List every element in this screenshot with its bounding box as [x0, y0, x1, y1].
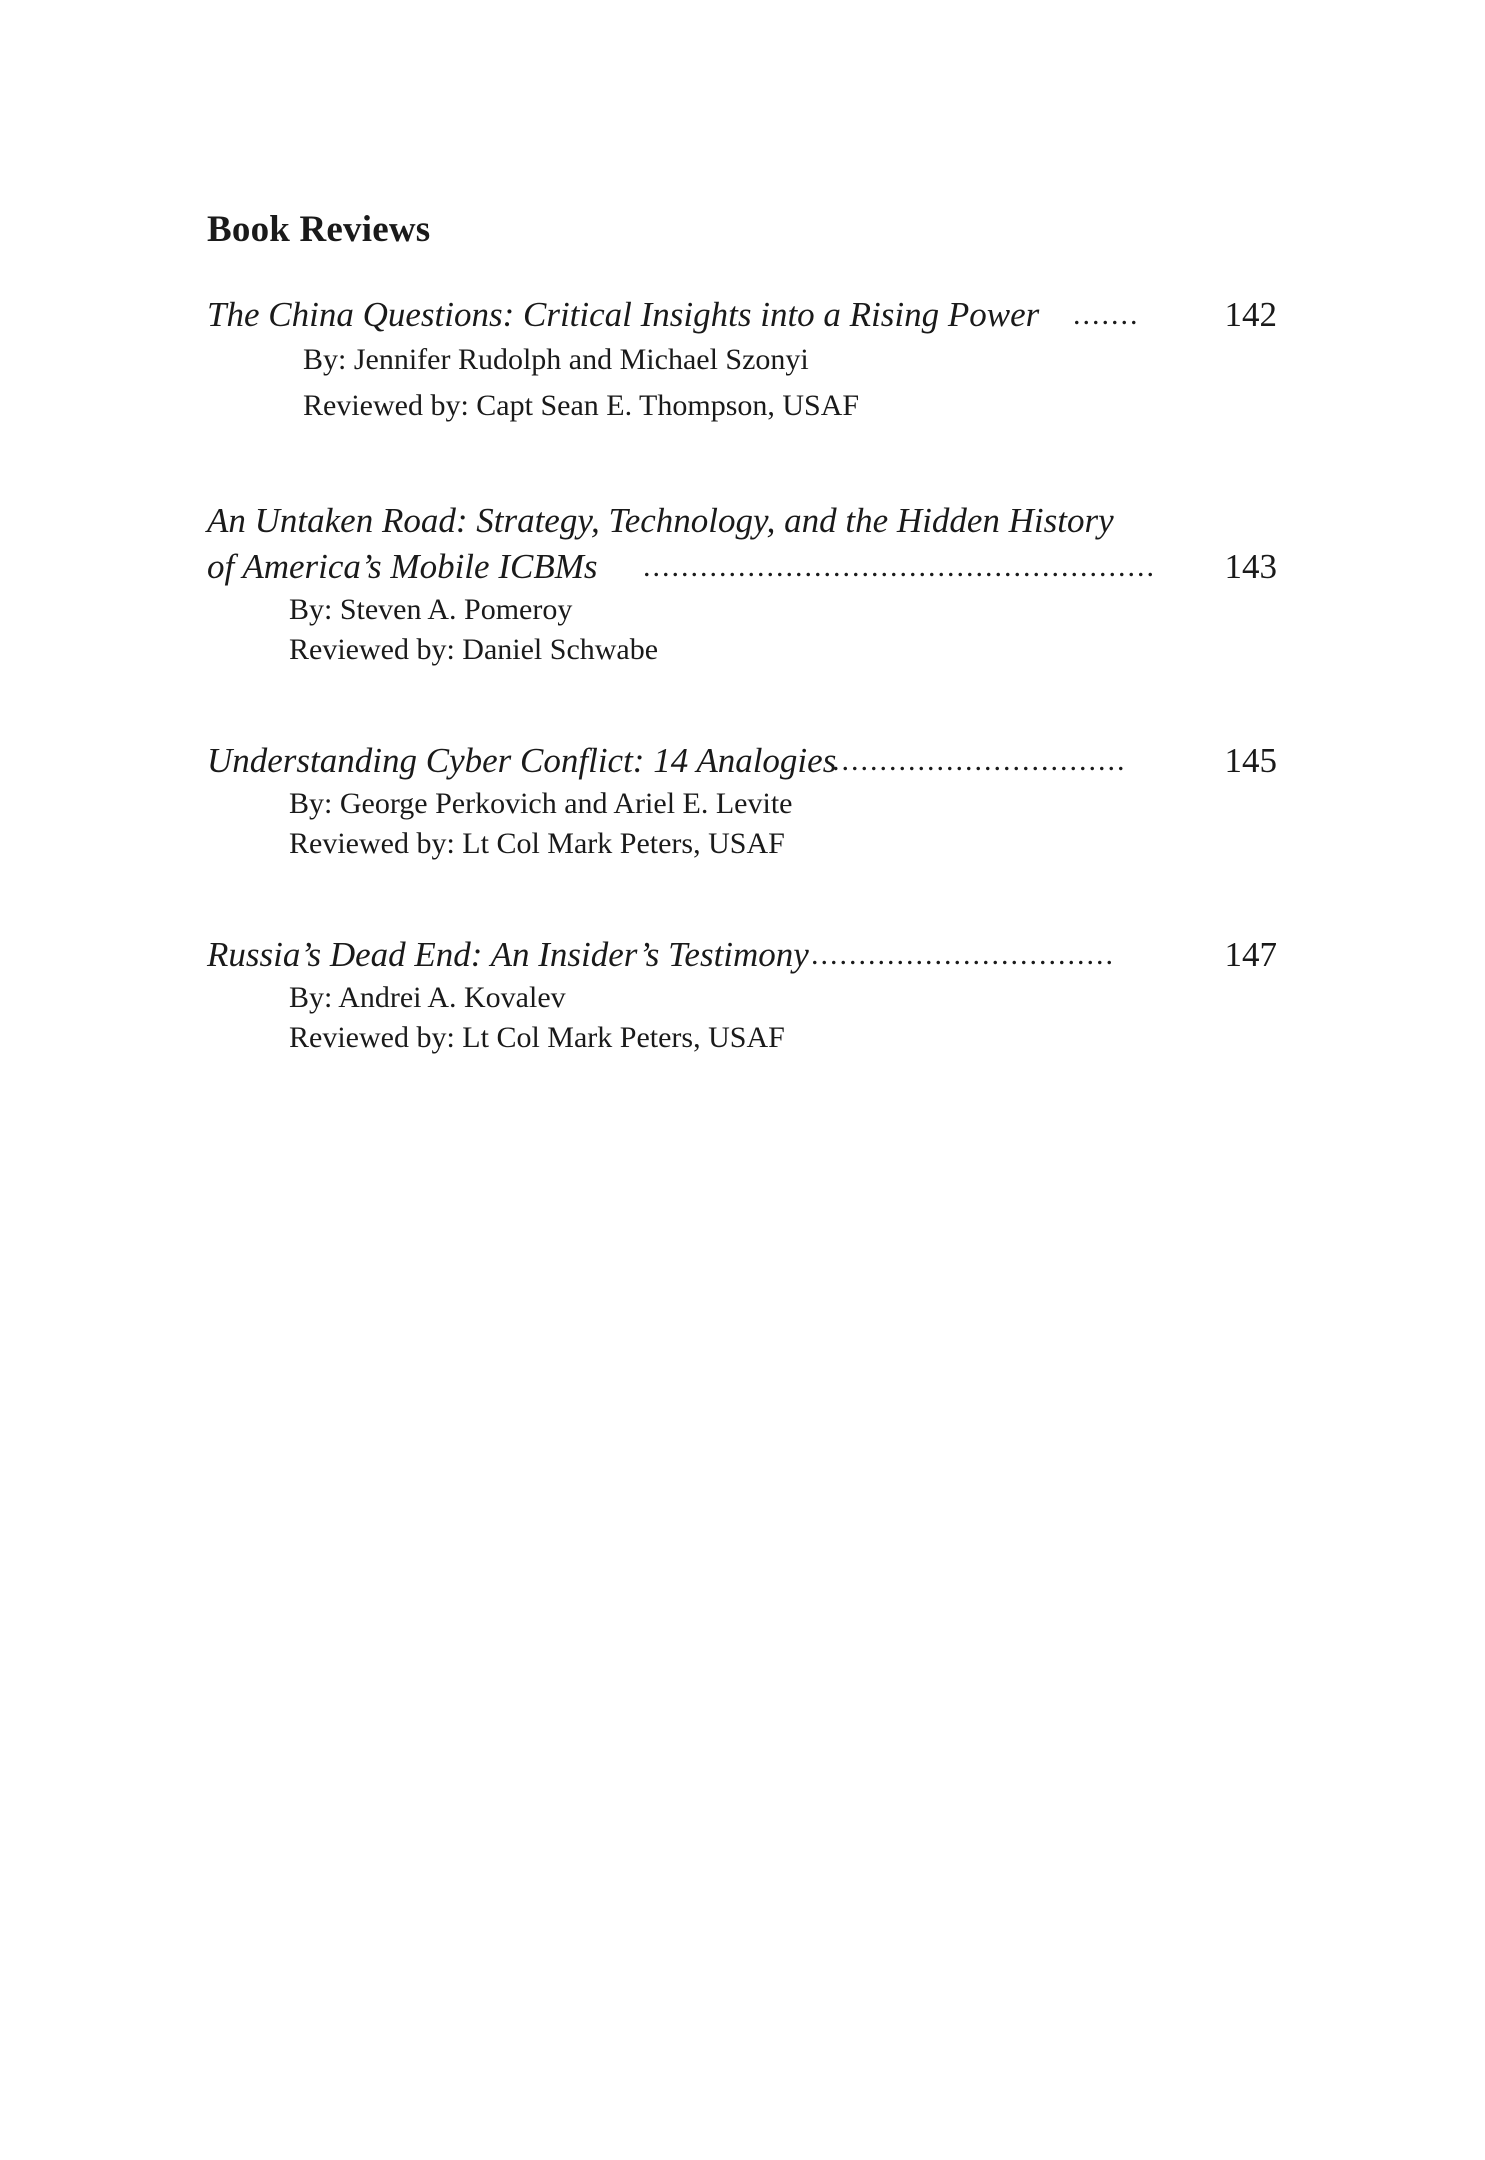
review-author: By: George Perkovich and Ariel E. Levite	[289, 787, 793, 820]
review-reviewer: Reviewed by: Lt Col Mark Peters, USAF	[289, 827, 785, 860]
page-number: 142	[1224, 295, 1277, 334]
review-entry	[207, 932, 1277, 1058]
review-title-line	[207, 292, 1277, 338]
review-title: of America’s Mobile ICBMs	[207, 547, 598, 586]
review-title: An Untaken Road: Strategy, Technology, and the Hidden History	[207, 501, 1114, 540]
review-author: By: Steven A. Pomeroy	[289, 593, 573, 626]
review-author: By: Jennifer Rudolph and Michael Szonyi	[303, 343, 809, 376]
review-reviewer: Reviewed by: Capt Sean E. Thompson, USAF	[303, 389, 860, 422]
review-title: The China Questions: Critical Insights into a Rising Power	[207, 295, 1040, 334]
review-reviewer: Reviewed by: Lt Col Mark Peters, USAF	[289, 1021, 785, 1054]
review-title-line	[207, 738, 1277, 784]
review-entry	[207, 292, 1277, 426]
page-number: 145	[1224, 741, 1277, 780]
review-entry	[207, 498, 1277, 670]
dot-leader: ................................	[811, 938, 1115, 971]
page-number: 143	[1224, 547, 1277, 586]
dot-leader: .......	[1073, 298, 1140, 331]
review-title-line	[207, 932, 1277, 978]
dot-leader: ...............................	[832, 744, 1127, 777]
review-reviewer: Reviewed by: Daniel Schwabe	[289, 633, 659, 666]
review-title-line	[207, 544, 1277, 590]
dot-leader: ......................................................	[643, 550, 1156, 583]
section-heading: Book Reviews	[207, 209, 431, 250]
page-number: 147	[1224, 935, 1277, 974]
review-title: Russia’s Dead End: An Insider’s Testimony	[207, 935, 809, 974]
review-entry	[207, 738, 1277, 864]
review-title-line	[207, 498, 1277, 544]
review-title: Understanding Cyber Conflict: 14 Analogies	[207, 741, 837, 780]
review-author: By: Andrei A. Kovalev	[289, 981, 566, 1014]
